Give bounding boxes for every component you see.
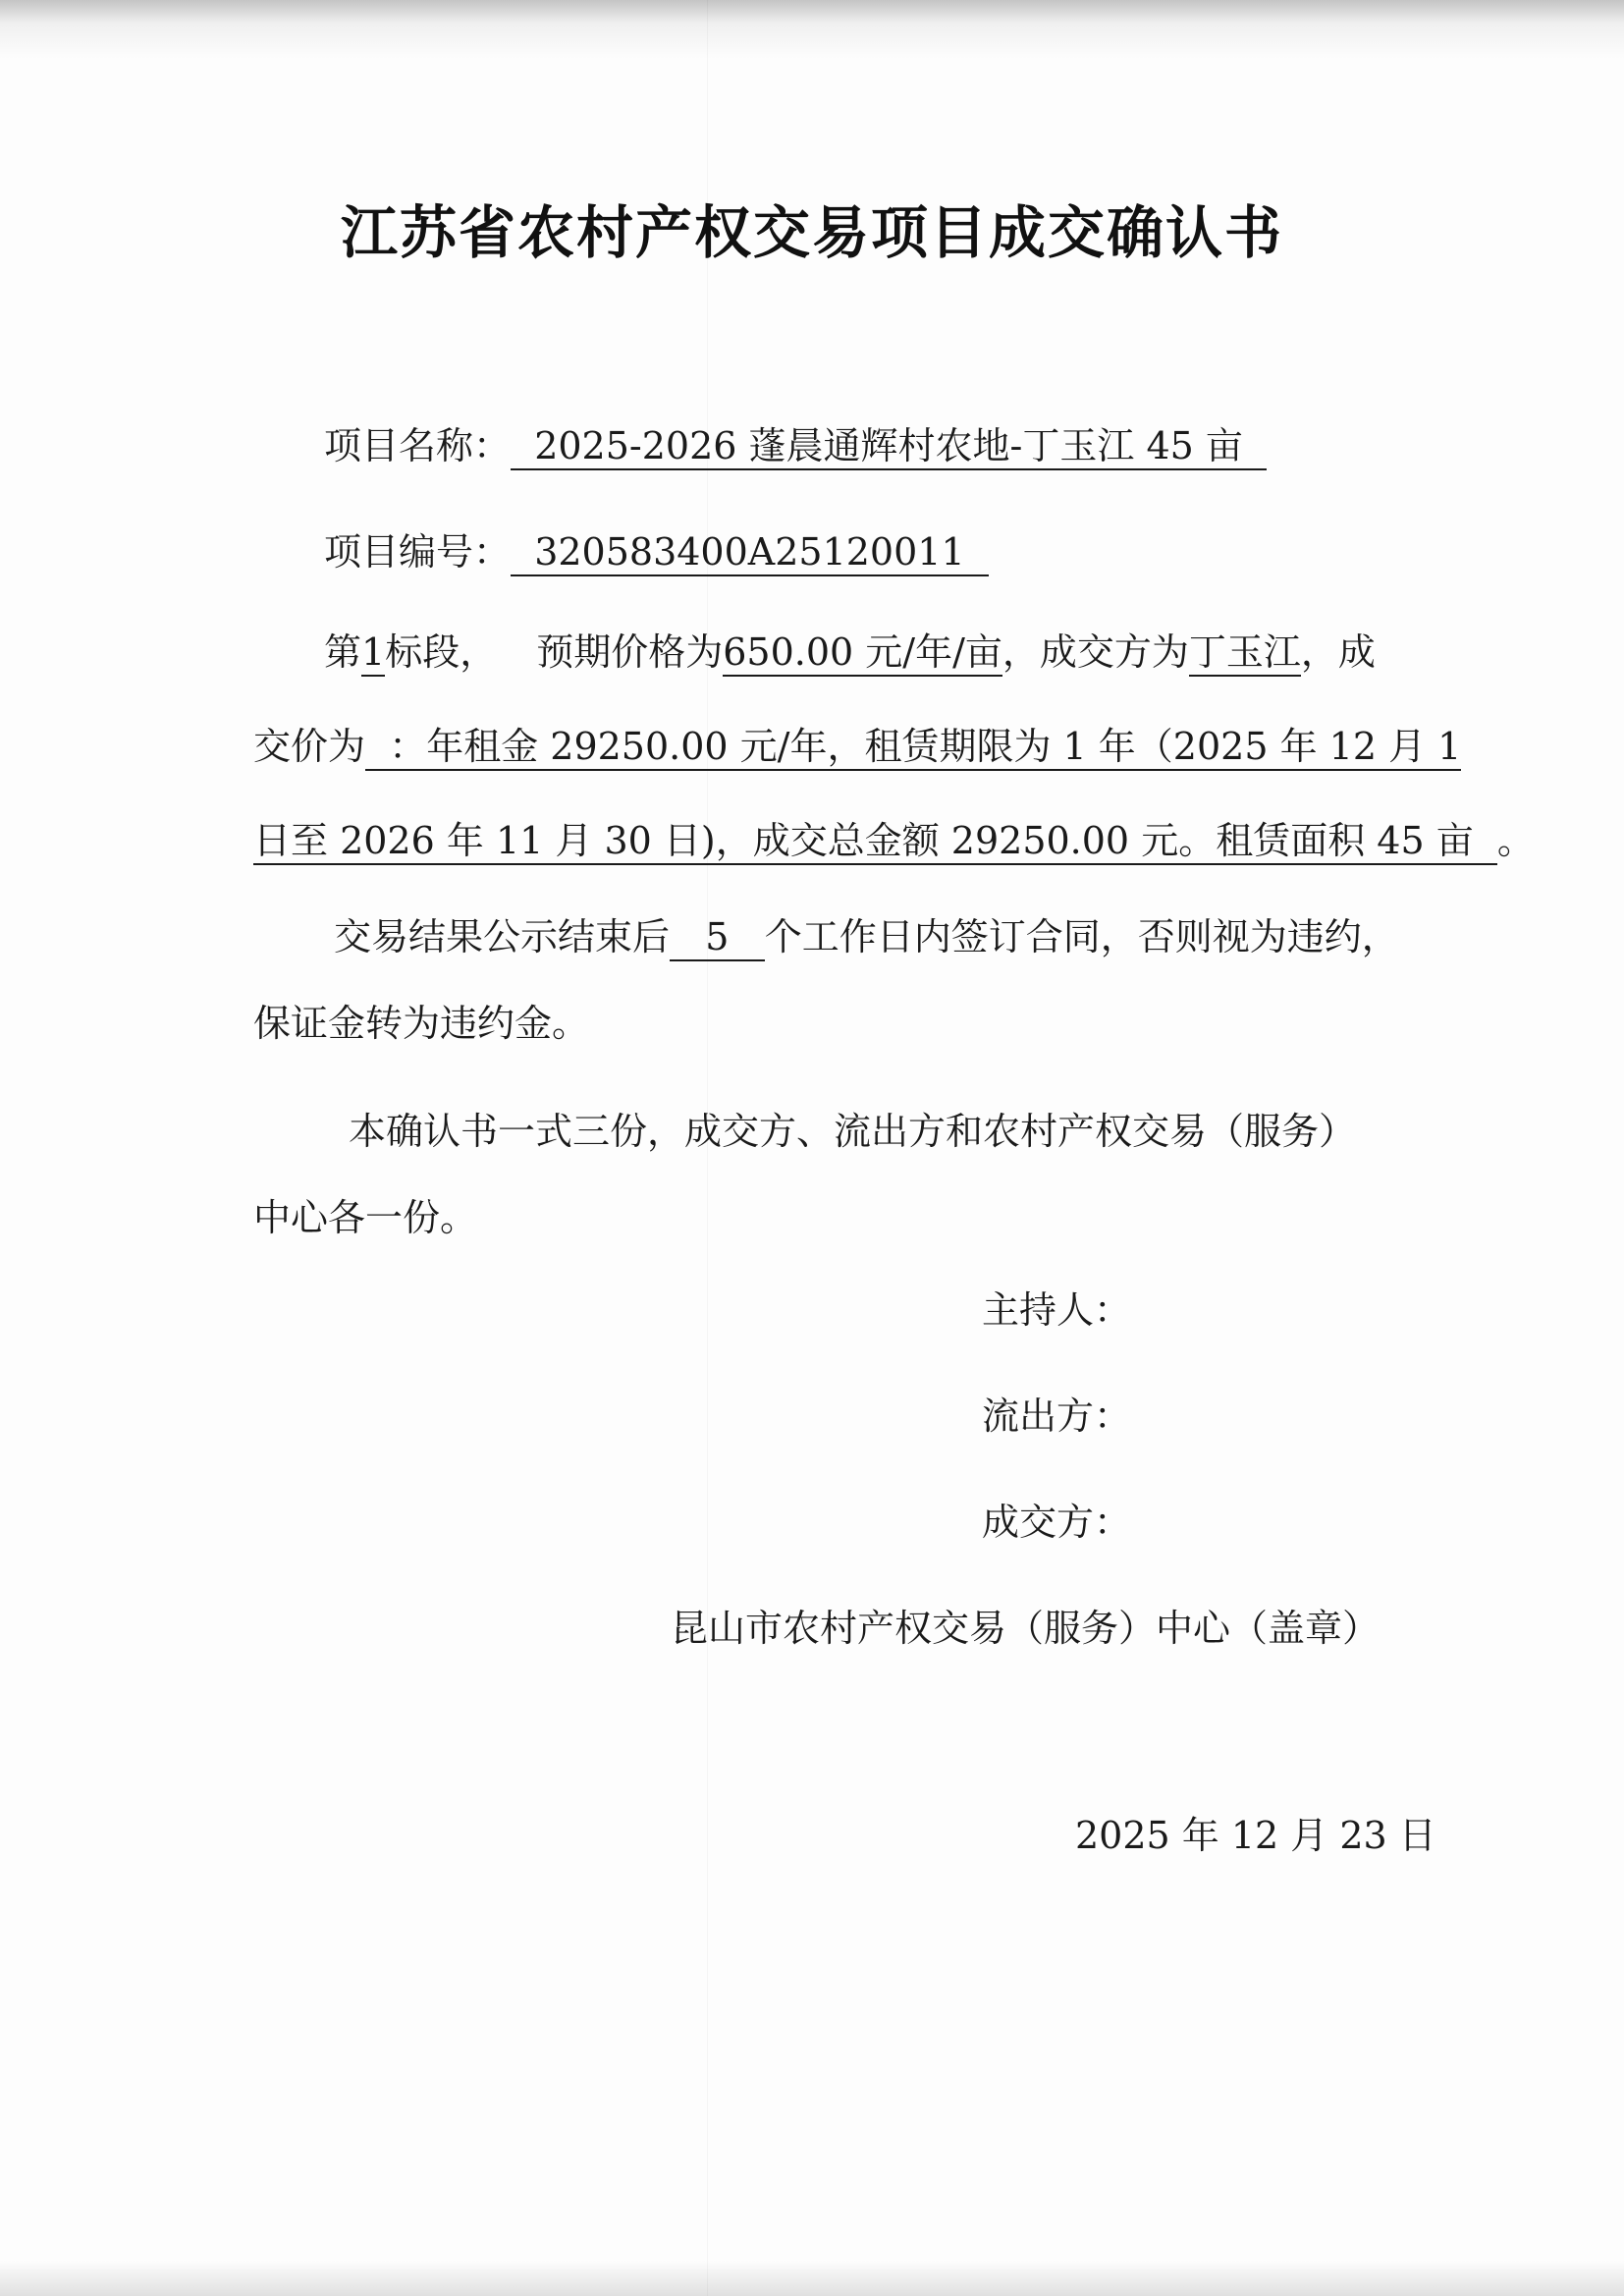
paragraph-3-line-1: 本确认书一式三份，成交方、流出方和农村产权交易（服务） [349,1110,1357,1153]
document-date: 2025 年 12 月 23 日 [1075,1814,1436,1857]
document-title: 江苏省农村产权交易项目成交确认书 [340,199,1283,266]
project-name-row [324,422,1267,469]
transferor-signature-label: 流出方： [982,1394,1132,1438]
paragraph-2-line-2: 保证金转为违约金。 [253,1002,590,1045]
project-number-label: 项目编号： [324,530,512,574]
project-number-value: 320583400A25120011 [511,530,989,576]
host-signature-label: 主持人： [982,1288,1132,1332]
section-number: 1 [361,630,385,677]
buyer-signature-label: 成交方： [982,1501,1132,1544]
deal-price-part-1: ：年租金 29250.00 元/年，租赁期限为 1 年（2025 年 12 月 1 [365,725,1461,771]
paragraph-1-line-1: 第1标段， 预期价格为650.00 元/年/亩，成交方为丁玉江，成 [324,629,1376,676]
paragraph-1-line-3: 日至 2026 年 11 月 30 日)，成交总金额 29250.00 元。租赁面积 45 亩 。 [253,817,1535,864]
project-name-value: 2025-2026 蓬晨通辉村农地-丁玉江 45 亩 [511,424,1267,470]
organization-seal-label: 昆山市农村产权交易（服务）中心（盖章） [671,1607,1380,1650]
working-days: 5 [670,915,765,961]
paragraph-3-line-2: 中心各一份。 [253,1196,478,1239]
scan-edge-top [0,0,1624,59]
project-number-row [324,528,989,575]
paragraph-2-line-1: 交易结果公示结束后 5 个工作日内签订合同，否则视为违约， [334,913,1399,960]
project-name-label: 项目名称： [324,424,512,467]
paragraph-1-line-2: 交价为 ：年租金 29250.00 元/年，租赁期限为 1 年（2025 年 12 月 1 [253,723,1461,770]
expected-price: 650.00 元/年/亩 [723,630,1002,677]
deal-price-part-2: 日至 2026 年 11 月 30 日)，成交总金额 29250.00 元。租赁面积 45 亩 [253,819,1497,865]
buyer-name: 丁玉江 [1189,630,1301,677]
scan-edge-bottom [0,2261,1624,2296]
